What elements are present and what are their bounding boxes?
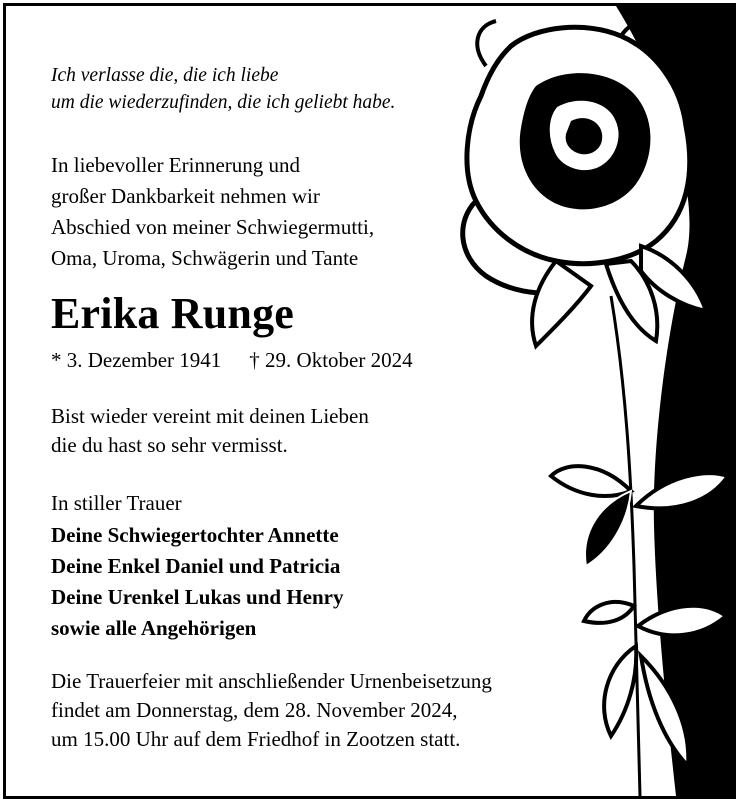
funeral-line: um 15.00 Uhr auf dem Friedhof in Zootzen statt.: [51, 727, 461, 751]
intro-line: In liebevoller Erinnerung und: [51, 153, 301, 177]
funeral-details: [51, 667, 492, 754]
mourner-entry: sowie alle Angehörigen: [51, 616, 257, 640]
deceased-name: Erika Runge: [51, 289, 295, 338]
quote-line: Ich verlasse die, die ich liebe: [51, 65, 279, 86]
funeral-line: findet am Donnerstag, dem 28. November 2024,: [51, 698, 458, 722]
opening-quote: [51, 62, 395, 116]
mourner-entry: Deine Schwiegertochter Annette: [51, 523, 339, 547]
intro-paragraph: [51, 150, 374, 274]
memorial-verse: [51, 402, 369, 460]
mourners-list: [51, 520, 344, 644]
obituary-notice: [3, 3, 736, 799]
mourner-entry: Deine Enkel Daniel und Patricia: [51, 554, 341, 578]
funeral-line: Die Trauerfeier mit anschließender Urnenbeisetzung: [51, 669, 492, 693]
verse-line: die du hast so sehr vermisst.: [51, 433, 288, 457]
verse-line: Bist wieder vereint mit deinen Lieben: [51, 404, 369, 428]
quote-line: um die wiederzufinden, die ich geliebt habe.: [51, 92, 396, 113]
birth-date: * 3. Dezember 1941: [51, 348, 222, 372]
intro-line: Abschied von meiner Schwiegermutti,: [51, 215, 375, 239]
mourner-entry: Deine Urenkel Lukas und Henry: [51, 585, 344, 609]
death-date: † 29. Oktober 2024: [249, 348, 413, 372]
intro-line: Oma, Uroma, Schwägerin und Tante: [51, 246, 359, 270]
life-dates: [51, 346, 413, 374]
intro-line: großer Dankbarkeit nehmen wir: [51, 184, 320, 208]
mourning-heading: In stiller Trauer: [51, 491, 182, 515]
